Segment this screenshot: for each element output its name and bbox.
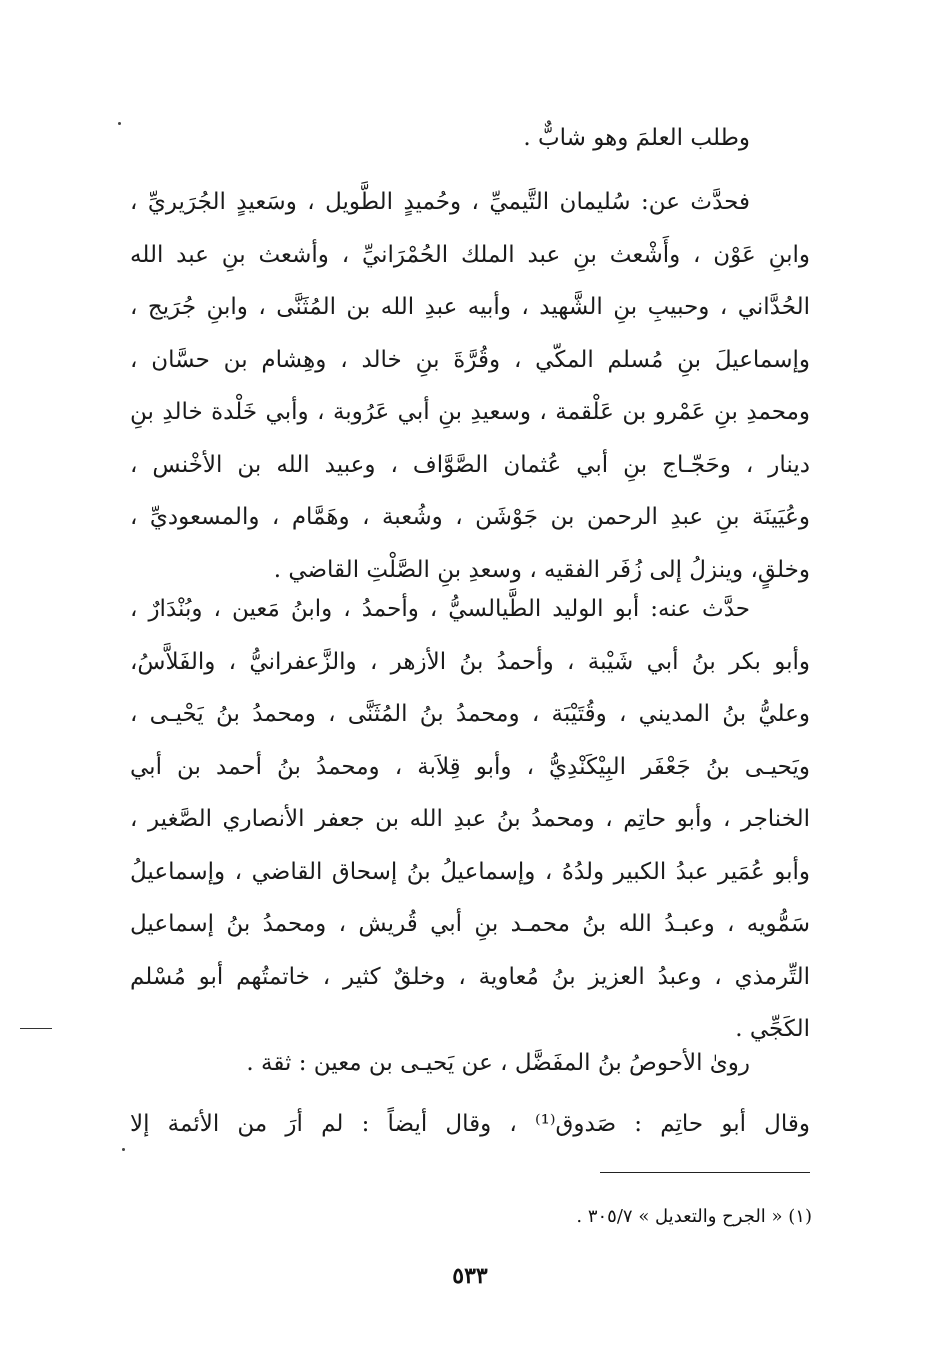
text-line: وعُيَينَة بنِ عبدِ الرحمن بن جَوْشَن ، وشُعبة ، وهَمَّام ، والمسعوديِّ ، (130, 504, 810, 530)
text-line: الكَجِّي . (735, 1016, 810, 1042)
text-line: وأبو بكر بنُ أبي شَيْبة ، وأحمدُ بنُ الأزهر ، والزَّعفرانيُّ ، والفَلاَّسُ، (130, 648, 810, 675)
text-line: دينار ، وحَجّـاج بنِ أبي عُثمان الصَّوَّاف ، وعبيد الله بن الأخْنس ، (130, 451, 810, 478)
paragraph-students (130, 583, 810, 1056)
paragraph-grading (130, 1037, 810, 1090)
text-line: ويَحيـى بنُ جَعْفَر البِيْكَنْدِيُّ ، وأبو قِلاَبة ، ومحمدُ بنُ أحمد بن أبي (130, 753, 810, 780)
text-line: الحُدَّاني ، وحبيبِ بنِ الشَّهيد ، وأبيه عبدِ الله بن المُثَنَّى ، وابنِ جُرَيج ، (130, 294, 810, 320)
scan-speck (122, 1148, 125, 1151)
text-line: وإسماعيلَ بنِ مُسلم المكّي ، وقُرَّةَ بنِ خالد ، وهِشام بن حسَّان ، (130, 346, 810, 373)
text-line: روىٰ الأحوصُ بنُ المفَضَّل ، عن يَحيـى بن معين : ثقة . (246, 1050, 750, 1076)
text-line: وخلقٍ، وينزلُ إلى زُفَر الفقيه ، وسعدِ بنِ الصَّلْتِ القاضي . (273, 556, 810, 583)
footnote-divider (600, 1172, 810, 1173)
text-line: وطلب العلمَ وهو شابٌّ . (523, 125, 750, 151)
text-line: وابنِ عَوْن ، وأَشْعث بنِ عبد الملك الحُمْرَانيِّ ، وأشعث بنِ عبد الله (130, 241, 810, 268)
text-line: التِّرمذي ، وعبدُ العزيز بنُ مُعاوية ، وخلقٌ كثير ، خاتمتُهم أبو مُسْلم (130, 963, 810, 990)
text-line: ومحمدِ بنِ عَمْرو بن عَلْقمة ، وسعيدِ بنِ أبي عَرُوبة ، وأبي خَلْدة خالدِ بنِ (130, 399, 810, 425)
text-line: فحدَّث عن: سُليمان التَّيميِّ ، وحُميدٍ الطَّويل ، وسَعيدٍ الجُرَيريِّ ، (130, 189, 750, 215)
text-line: الخناجر ، وأبو حاتِم ، ومحمدُ بنُ عبدِ الله بن جعفر الأنصاري الصَّغير ، (130, 806, 810, 832)
scan-speck (118, 122, 121, 125)
footnote: (١) « الجرح والتعديل » ٣٠٥/٧ . (576, 1206, 812, 1227)
text-line: وقال أبو حاتِم : صَدوق⁽¹⁾ ، وقال أيضاً : لم أرَ من الأئمة إلا (130, 1111, 810, 1137)
text-line: حدَّث عنه: أبو الوليد الطَّيالسيُّ ، وأحمدُ ، وابنُ مَعين ، وبُنْدَارٌ ، (130, 596, 750, 622)
paragraph-abu-hatim (130, 1098, 810, 1151)
text-line: وأبو عُمَير عبدُ الكبير ولدُهُ ، وإسماعيلُ بنُ إسحاق القاضي ، وإسماعيلُ (130, 858, 810, 885)
page-number: ٥٣٣ (452, 1263, 488, 1289)
paragraph-teachers (130, 176, 810, 596)
text-line: سَمُّويه ، وعبـدُ الله بنُ محمـد بنِ أبي قُريش ، ومحمدُ بنُ إسماعيل (130, 911, 810, 937)
text-line: وعليُّ بنُ المديني ، وقُتَيْبَة ، ومحمدُ بنُ المُثَنَّى ، ومحمدُ بنُ يَحْيـى ، (130, 701, 810, 727)
main-text (130, 112, 810, 165)
margin-mark (20, 1028, 52, 1029)
